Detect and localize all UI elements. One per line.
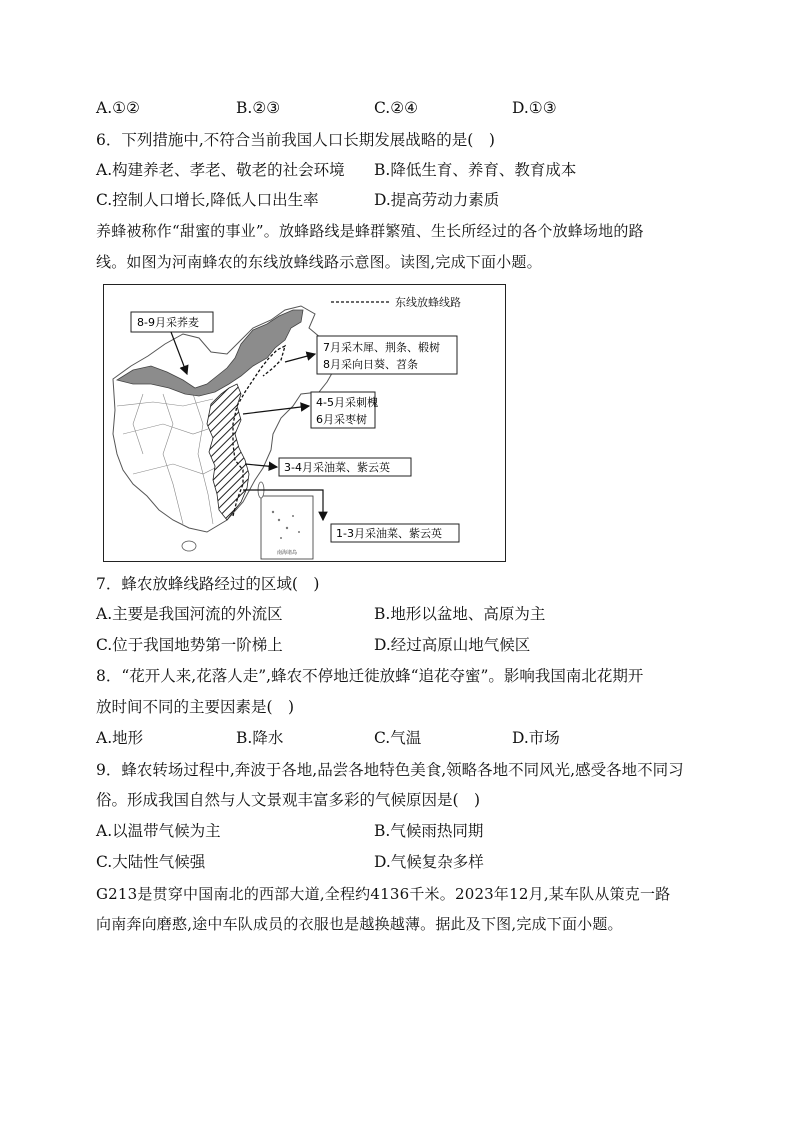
label-central: 3-4月采油菜、紫云英 (284, 461, 390, 474)
label-northeast-1: 7月采木犀、荆条、椴树 (323, 341, 440, 354)
q8-option-b: B.降水 (236, 729, 284, 747)
q5-option-c: C.②④ (374, 99, 419, 117)
q5-option-d: D.①③ (512, 99, 557, 117)
label-northeast-2: 8月采向日葵、苕条 (323, 358, 418, 371)
intro1-line2: 线。如图为河南蜂农的东线放蜂线路示意图。读图,完成下面小题。 (96, 253, 542, 271)
q8-option-d: D.市场 (512, 729, 560, 747)
q8-option-a: A.地形 (96, 729, 144, 747)
q7-option-c: C.位于我国地势第一阶梯上 (96, 636, 283, 654)
q7-option-d: D.经过高原山地气候区 (374, 636, 531, 654)
q6-stem: 6．下列措施中,不符合当前我国人口长期发展战略的是( ) (96, 131, 495, 149)
q6-option-d: D.提高劳动力素质 (374, 191, 500, 209)
q9-stem-line2: 俗。形成我国自然与人文景观丰富多彩的气候原因是( ) (96, 791, 481, 809)
bee-route-map (103, 284, 506, 562)
intro1-line1: 养蜂被称作“甜蜜的事业”。放蜂路线是蜂群繁殖、生长所经过的各个放蜂场地的路 (96, 222, 644, 240)
inset-label: 南海诸岛 (276, 550, 298, 556)
q7-option-b: B.地形以盆地、高原为主 (374, 605, 546, 623)
q9-option-d: D.气候复杂多样 (374, 853, 484, 871)
q8-stem-line2: 放时间不同的主要因素是( ) (96, 698, 295, 716)
q6-option-b: B.降低生育、养育、教育成本 (374, 161, 577, 179)
q9-option-b: B.气候雨热同期 (374, 822, 484, 840)
label-north-china-2: 6月采枣树 (316, 413, 367, 426)
q9-option-a: A.以温带气候为主 (96, 822, 221, 840)
q5-option-b: B.②③ (236, 99, 281, 117)
q7-stem: 7．蜂农放蜂线路经过的区域( ) (96, 575, 320, 593)
q8-stem-line1: 8．“花开人来,花落人走”,蜂农不停地迁徙放蜂“追花夺蜜”。影响我国南北花期开 (96, 667, 644, 685)
q9-stem-line1: 9．蜂农转场过程中,奔波于各地,品尝各地特色美食,领略各地不同风光,感受各地不同习 (96, 761, 684, 779)
legend-label: 东线放蜂线路 (395, 296, 461, 309)
q8-option-c: C.气温 (374, 729, 422, 747)
q6-option-c: C.控制人口增长,降低人口出生率 (96, 191, 319, 209)
label-north-china-1: 4-5月采刺槐 (316, 396, 378, 409)
q7-option-a: A.主要是我国河流的外流区 (96, 605, 283, 623)
q5-option-a: A.①② (96, 99, 140, 117)
q6-option-a: A.构建养老、孝老、敬老的社会环境 (96, 161, 345, 179)
label-northwest: 8-9月采荞麦 (137, 316, 199, 329)
q9-option-c: C.大陆性气候强 (96, 853, 206, 871)
intro2-line2: 向南奔向磨憨,途中车队成员的衣服也是越换越薄。据此及下图,完成下面小题。 (96, 915, 623, 933)
label-south: 1-3月采油菜、紫云英 (336, 527, 442, 540)
intro2-line1: G213是贯穿中国南北的西部大道,全程约4136千米。2023年12月,某车队从策克一路 (96, 885, 671, 903)
